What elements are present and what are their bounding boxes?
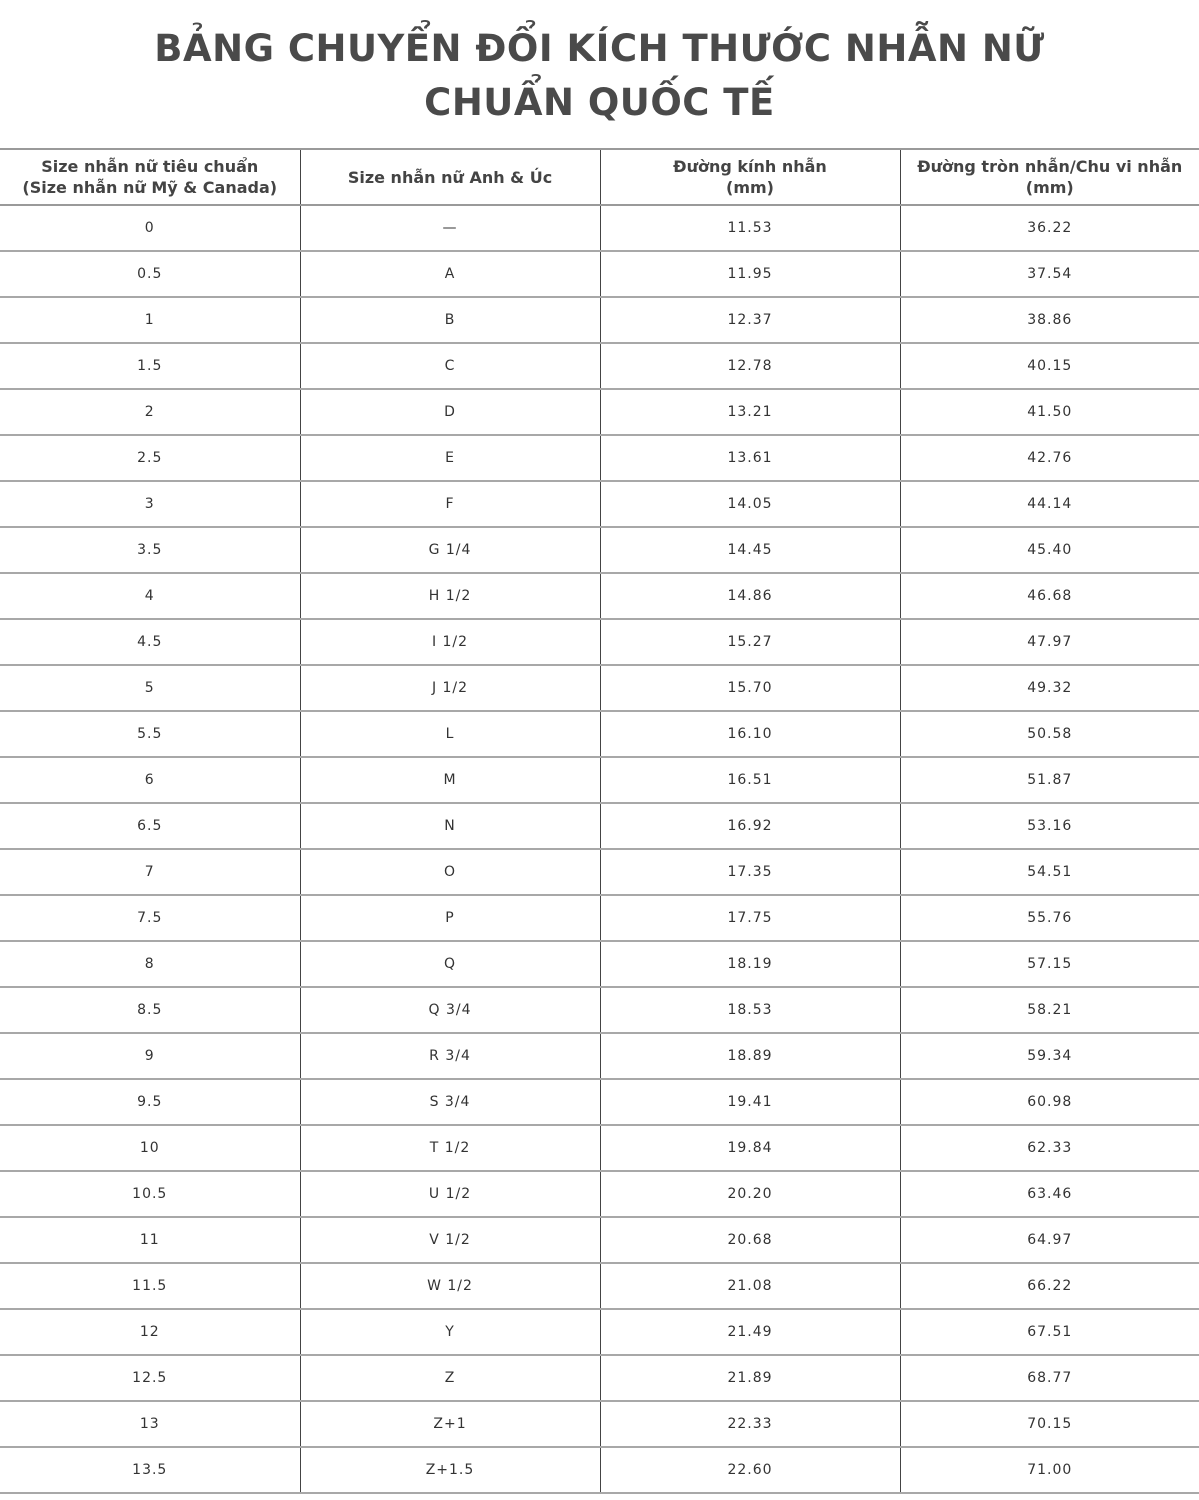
cell-uk-size: N (300, 803, 600, 849)
cell-us-size: 8.5 (0, 987, 300, 1033)
cell-uk-size: I 1/2 (300, 619, 600, 665)
cell-circumference: 41.50 (900, 389, 1199, 435)
table-row (0, 757, 1199, 803)
table-row (0, 711, 1199, 757)
cell-us-size: 1.5 (0, 343, 300, 389)
cell-uk-size: Z (300, 1355, 600, 1401)
header-us-canada-size (0, 149, 300, 205)
header-label: Đường kính nhẫn (673, 157, 827, 176)
cell-us-size: 12 (0, 1309, 300, 1355)
cell-circumference: 45.40 (900, 527, 1199, 573)
cell-diameter: 17.75 (600, 895, 900, 941)
header-uk-au-size (300, 149, 600, 205)
cell-uk-size: T 1/2 (300, 1125, 600, 1171)
cell-uk-size: B (300, 297, 600, 343)
cell-uk-size: L (300, 711, 600, 757)
table-row (0, 297, 1199, 343)
cell-uk-size: W 1/2 (300, 1263, 600, 1309)
table-row (0, 573, 1199, 619)
cell-circumference: 66.22 (900, 1263, 1199, 1309)
cell-circumference: 71.00 (900, 1447, 1199, 1493)
cell-circumference: 59.34 (900, 1033, 1199, 1079)
cell-circumference: 68.77 (900, 1355, 1199, 1401)
table-row (0, 665, 1199, 711)
table-row (0, 1079, 1199, 1125)
header-sublabel: (Size nhẫn nữ Mỹ & Canada) (22, 178, 278, 197)
table-row (0, 1217, 1199, 1263)
cell-uk-size: J 1/2 (300, 665, 600, 711)
table-row (0, 619, 1199, 665)
ring-size-table (0, 148, 1199, 1494)
cell-us-size: 8 (0, 941, 300, 987)
table-row (0, 1355, 1199, 1401)
cell-diameter: 14.86 (600, 573, 900, 619)
cell-uk-size: O (300, 849, 600, 895)
cell-circumference: 60.98 (900, 1079, 1199, 1125)
header-label: Size nhẫn nữ Anh & Úc (347, 167, 553, 187)
cell-circumference: 58.21 (900, 987, 1199, 1033)
cell-us-size: 2.5 (0, 435, 300, 481)
cell-uk-size: S 3/4 (300, 1079, 600, 1125)
cell-diameter: 19.41 (600, 1079, 900, 1125)
cell-diameter: 18.89 (600, 1033, 900, 1079)
table-row (0, 987, 1199, 1033)
table-row (0, 1401, 1199, 1447)
table-row (0, 1125, 1199, 1171)
cell-us-size: 10.5 (0, 1171, 300, 1217)
cell-diameter: 22.60 (600, 1447, 900, 1493)
cell-us-size: 12.5 (0, 1355, 300, 1401)
cell-circumference: 70.15 (900, 1401, 1199, 1447)
cell-diameter: 21.89 (600, 1355, 900, 1401)
cell-diameter: 14.05 (600, 481, 900, 527)
cell-uk-size: H 1/2 (300, 573, 600, 619)
cell-diameter: 22.33 (600, 1401, 900, 1447)
cell-uk-size: C (300, 343, 600, 389)
cell-circumference: 67.51 (900, 1309, 1199, 1355)
cell-diameter: 17.35 (600, 849, 900, 895)
cell-diameter: 15.27 (600, 619, 900, 665)
cell-circumference: 49.32 (900, 665, 1199, 711)
table-row (0, 1033, 1199, 1079)
cell-diameter: 16.51 (600, 757, 900, 803)
cell-us-size: 13 (0, 1401, 300, 1447)
cell-diameter: 15.70 (600, 665, 900, 711)
cell-uk-size: F (300, 481, 600, 527)
cell-circumference: 44.14 (900, 481, 1199, 527)
table-row (0, 251, 1199, 297)
cell-us-size: 11 (0, 1217, 300, 1263)
table-row (0, 941, 1199, 987)
table-row (0, 527, 1199, 573)
cell-diameter: 14.45 (600, 527, 900, 573)
cell-us-size: 6 (0, 757, 300, 803)
table-row (0, 849, 1199, 895)
cell-uk-size: Q 3/4 (300, 987, 600, 1033)
cell-diameter: 19.84 (600, 1125, 900, 1171)
cell-diameter: 18.19 (600, 941, 900, 987)
cell-circumference: 46.68 (900, 573, 1199, 619)
cell-us-size: 6.5 (0, 803, 300, 849)
cell-us-size: 1 (0, 297, 300, 343)
cell-circumference: 36.22 (900, 205, 1199, 251)
cell-us-size: 4 (0, 573, 300, 619)
cell-uk-size: A (300, 251, 600, 297)
cell-uk-size: U 1/2 (300, 1171, 600, 1217)
header-label: Size nhẫn nữ tiêu chuẩn (41, 157, 259, 176)
cell-diameter: 16.10 (600, 711, 900, 757)
cell-uk-size: Z+1 (300, 1401, 600, 1447)
cell-us-size: 3 (0, 481, 300, 527)
cell-uk-size: M (300, 757, 600, 803)
cell-circumference: 53.16 (900, 803, 1199, 849)
cell-uk-size: Q (300, 941, 600, 987)
cell-diameter: 13.61 (600, 435, 900, 481)
cell-circumference: 47.97 (900, 619, 1199, 665)
cell-diameter: 11.95 (600, 251, 900, 297)
cell-us-size: 0.5 (0, 251, 300, 297)
cell-us-size: 5.5 (0, 711, 300, 757)
cell-us-size: 3.5 (0, 527, 300, 573)
page-title-line-1: BẢNG CHUYỂN ĐỔI KÍCH THƯỚC NHẪN NỮ (154, 27, 1045, 70)
cell-us-size: 7 (0, 849, 300, 895)
table-body (0, 205, 1199, 1493)
cell-uk-size: G 1/4 (300, 527, 600, 573)
table-row (0, 803, 1199, 849)
cell-circumference: 55.76 (900, 895, 1199, 941)
page-title (0, 22, 1199, 130)
cell-circumference: 38.86 (900, 297, 1199, 343)
cell-uk-size: P (300, 895, 600, 941)
table-row (0, 205, 1199, 251)
cell-diameter: 21.08 (600, 1263, 900, 1309)
cell-diameter: 20.68 (600, 1217, 900, 1263)
cell-uk-size: D (300, 389, 600, 435)
table-row (0, 895, 1199, 941)
table-header-row (0, 149, 1199, 205)
cell-circumference: 64.97 (900, 1217, 1199, 1263)
cell-circumference: 37.54 (900, 251, 1199, 297)
cell-uk-size: — (300, 205, 600, 251)
cell-circumference: 63.46 (900, 1171, 1199, 1217)
table-row (0, 1171, 1199, 1217)
cell-circumference: 62.33 (900, 1125, 1199, 1171)
cell-diameter: 12.78 (600, 343, 900, 389)
cell-circumference: 40.15 (900, 343, 1199, 389)
cell-us-size: 10 (0, 1125, 300, 1171)
header-diameter (600, 149, 900, 205)
cell-diameter: 18.53 (600, 987, 900, 1033)
table-row (0, 435, 1199, 481)
cell-us-size: 11.5 (0, 1263, 300, 1309)
cell-diameter: 11.53 (600, 205, 900, 251)
cell-us-size: 13.5 (0, 1447, 300, 1493)
cell-uk-size: Y (300, 1309, 600, 1355)
cell-uk-size: Z+1.5 (300, 1447, 600, 1493)
table-row (0, 343, 1199, 389)
cell-us-size: 5 (0, 665, 300, 711)
cell-diameter: 21.49 (600, 1309, 900, 1355)
header-label: Đường tròn nhẫn/Chu vi nhẫn (917, 157, 1183, 176)
cell-diameter: 13.21 (600, 389, 900, 435)
ring-size-table-container (0, 148, 1199, 1494)
cell-diameter: 20.20 (600, 1171, 900, 1217)
cell-us-size: 0 (0, 205, 300, 251)
table-row (0, 1309, 1199, 1355)
table-row (0, 481, 1199, 527)
cell-circumference: 57.15 (900, 941, 1199, 987)
header-sublabel: (mm) (726, 178, 774, 197)
table-row (0, 1263, 1199, 1309)
cell-us-size: 4.5 (0, 619, 300, 665)
table-row (0, 1447, 1199, 1493)
cell-diameter: 12.37 (600, 297, 900, 343)
cell-us-size: 2 (0, 389, 300, 435)
cell-uk-size: E (300, 435, 600, 481)
cell-uk-size: V 1/2 (300, 1217, 600, 1263)
cell-circumference: 54.51 (900, 849, 1199, 895)
cell-circumference: 50.58 (900, 711, 1199, 757)
cell-us-size: 9.5 (0, 1079, 300, 1125)
page-title-line-2: CHUẨN QUỐC TẾ (424, 81, 775, 124)
cell-circumference: 42.76 (900, 435, 1199, 481)
cell-diameter: 16.92 (600, 803, 900, 849)
header-sublabel: (mm) (1025, 178, 1074, 197)
table-row (0, 389, 1199, 435)
cell-circumference: 51.87 (900, 757, 1199, 803)
cell-us-size: 9 (0, 1033, 300, 1079)
header-circumference (900, 149, 1199, 205)
cell-uk-size: R 3/4 (300, 1033, 600, 1079)
cell-us-size: 7.5 (0, 895, 300, 941)
